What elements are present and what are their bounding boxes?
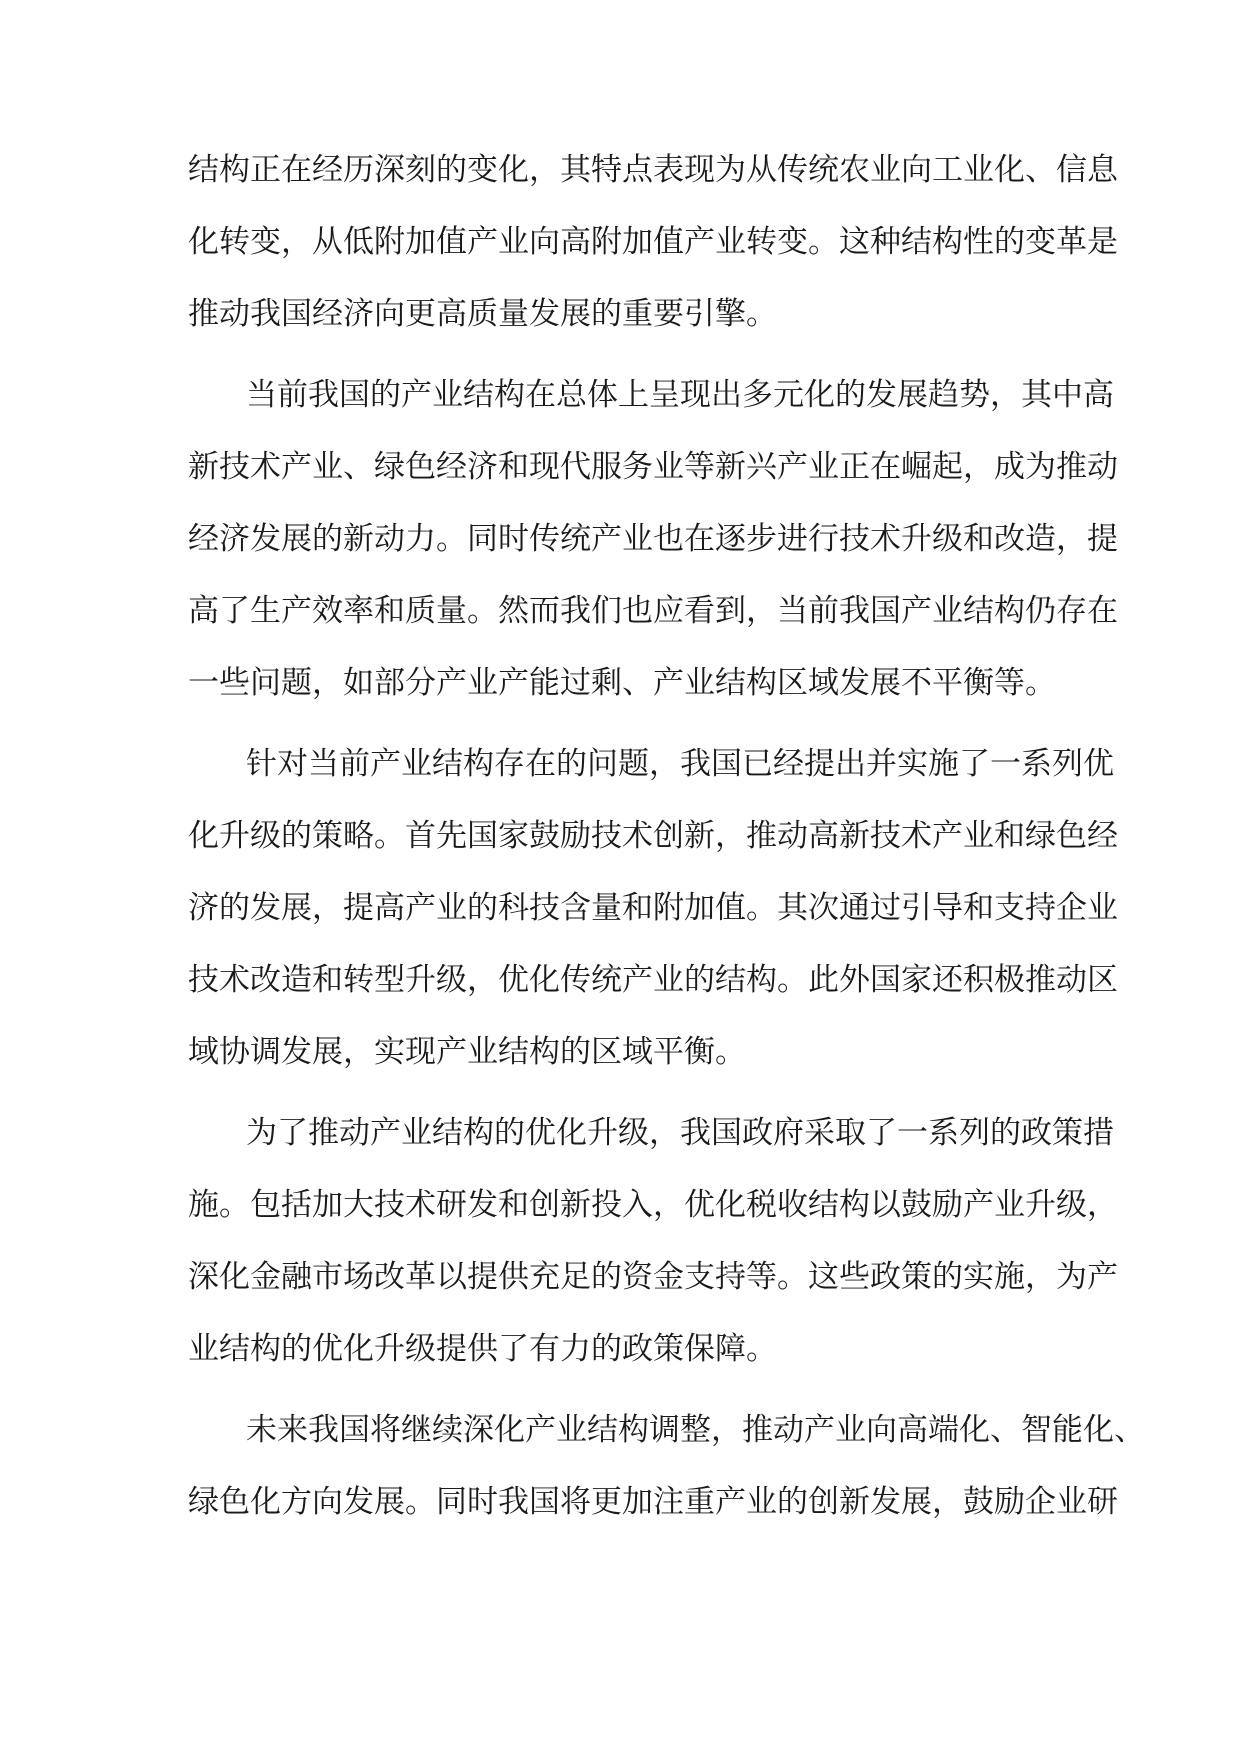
text-line: 化转变，从低附加值产业向高附加值产业转变。这种结构性的变革是 [188, 224, 1118, 260]
text-line: 化升级的策略。首先国家鼓励技术创新，推动高新技术产业和绿色经 [188, 818, 1118, 854]
paragraph-first-line: 当前我国的产业结构在总体上呈现出多元化的发展趋势，其中高 [246, 377, 1114, 413]
text-line: 域协调发展，实现产业结构的区域平衡。 [188, 1034, 746, 1070]
text-line: 施。包括加大技术研发和创新投入，优化税收结构以鼓励产业升级， [188, 1187, 1118, 1223]
paragraph-first-line: 针对当前产业结构存在的问题，我国已经提出并实施了一系列优 [246, 746, 1114, 782]
text-line: 深化金融市场改革以提供充足的资金支持等。这些政策的实施，为产 [188, 1259, 1118, 1295]
text-line: 新技术产业、绿色经济和现代服务业等新兴产业正在崛起，成为推动 [188, 449, 1118, 485]
text-line: 技术改造和转型升级，优化传统产业的结构。此外国家还积极推动区 [188, 962, 1118, 998]
text-line: 推动我国经济向更高质量发展的重要引擎。 [188, 296, 777, 332]
text-line: 高了生产效率和质量。然而我们也应看到，当前我国产业结构仍存在 [188, 593, 1118, 629]
text-line: 结构正在经历深刻的变化，其特点表现为从传统农业向工业化、信息 [188, 152, 1118, 188]
text-line: 一些问题，如部分产业产能过剩、产业结构区域发展不平衡等。 [188, 665, 1056, 701]
text-line: 经济发展的新动力。同时传统产业也在逐步进行技术升级和改造，提 [188, 521, 1118, 557]
text-line: 济的发展，提高产业的科技含量和附加值。其次通过引导和支持企业 [188, 890, 1118, 926]
text-line: 业结构的优化升级提供了有力的政策保障。 [188, 1331, 777, 1367]
paragraph-first-line: 未来我国将继续深化产业结构调整，推动产业向高端化、智能化、 [246, 1412, 1145, 1448]
text-line: 绿色化方向发展。同时我国将更加注重产业的创新发展，鼓励企业研 [188, 1484, 1118, 1520]
paragraph-first-line: 为了推动产业结构的优化升级，我国政府采取了一系列的政策措 [246, 1115, 1114, 1151]
